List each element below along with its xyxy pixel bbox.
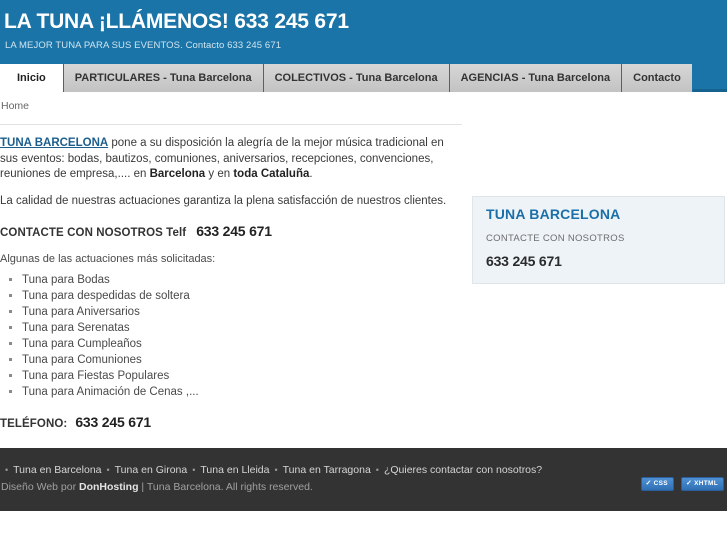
footer-copyright bbox=[1, 481, 313, 493]
intro-bold-barcelona: Barcelona bbox=[149, 168, 206, 180]
intro-text-part2: y en bbox=[205, 168, 234, 180]
bullet-icon: • bbox=[274, 465, 278, 475]
badge-label: CSS bbox=[653, 480, 668, 487]
bullet-icon: • bbox=[192, 465, 196, 475]
sidebar-contact-box bbox=[472, 196, 725, 284]
nav-item-label: COLECTIVOS - Tuna Barcelona bbox=[274, 72, 438, 84]
bullet-icon: • bbox=[375, 465, 379, 475]
page-content bbox=[0, 92, 727, 441]
services-list-intro: Algunas de las actuaciones más solicitadas: bbox=[0, 253, 216, 265]
nav-filler bbox=[693, 64, 727, 92]
main-navigation bbox=[0, 64, 727, 92]
nav-list bbox=[0, 64, 693, 92]
list-item: ▪ Tuna para Serenatas bbox=[22, 320, 462, 336]
footer-link-label[interactable]: Tuna en Lleida bbox=[200, 464, 270, 476]
nav-item-colectivos[interactable] bbox=[264, 64, 450, 92]
nav-item-inicio[interactable] bbox=[0, 64, 64, 92]
contact-heading-label: CONTACTE CON NOSOTROS Telf bbox=[0, 227, 187, 239]
intro-paragraph bbox=[0, 125, 462, 183]
footer-link-item-barcelona[interactable] bbox=[0, 464, 102, 476]
bullet-icon: • bbox=[106, 465, 110, 475]
services-list bbox=[0, 272, 462, 400]
footer-link-item-lleida[interactable] bbox=[187, 464, 269, 476]
check-icon: ✓ bbox=[645, 480, 652, 487]
breadcrumb-home-link[interactable]: Home bbox=[1, 100, 30, 112]
nav-item-label: Contacto bbox=[633, 72, 681, 84]
bullet-icon: • bbox=[5, 465, 9, 475]
footer-link-label[interactable]: Tuna en Tarragona bbox=[282, 464, 371, 476]
xhtml-validation-badge[interactable] bbox=[681, 477, 724, 491]
nav-item-label: AGENCIAS - Tuna Barcelona bbox=[460, 72, 611, 84]
intro-bold-cataluna: toda Cataluña bbox=[233, 168, 310, 180]
sidebar-phone: 633 245 671 bbox=[486, 253, 562, 269]
telephone-value: 633 245 671 bbox=[75, 414, 151, 430]
list-item: ▪ Tuna para Aniversarios bbox=[22, 304, 462, 320]
footer-copy-prefix: Diseño Web por bbox=[1, 481, 80, 493]
footer-link-item-contacto[interactable] bbox=[371, 464, 542, 476]
nav-item-label: PARTICULARES - Tuna Barcelona bbox=[74, 72, 252, 84]
quality-paragraph: La calidad de nuestras actuaciones garantiza la plena satisfacción de nuestros clientes. bbox=[0, 194, 447, 207]
css-validation-badge[interactable] bbox=[641, 477, 674, 491]
nav-item-contacto[interactable] bbox=[622, 64, 693, 92]
footer-link-label[interactable]: ¿Quieres contactar con nosotros? bbox=[383, 464, 543, 476]
footer-link-item-tarragona[interactable] bbox=[269, 464, 370, 476]
list-item: ▪ Tuna para Fiestas Populares bbox=[22, 368, 462, 384]
list-item: ▪ Tuna para despedidas de soltera bbox=[22, 288, 462, 304]
donhosting-link[interactable]: DonHosting bbox=[79, 481, 139, 493]
site-tagline: LA MEJOR TUNA PARA SUS EVENTOS. Contacto 633 245 671 bbox=[5, 40, 282, 51]
site-header bbox=[0, 0, 727, 64]
sidebar-title: TUNA BARCELONA bbox=[486, 206, 621, 222]
nav-item-agencias[interactable] bbox=[450, 64, 623, 92]
footer-links bbox=[0, 464, 542, 476]
tuna-barcelona-link[interactable]: TUNA BARCELONA bbox=[0, 137, 109, 149]
list-item: ▪ Tuna para Cumpleaños bbox=[22, 336, 462, 352]
list-item: ▪ Tuna para Comuniones bbox=[22, 352, 462, 368]
footer-link-label[interactable]: Tuna en Girona bbox=[114, 464, 188, 476]
footer-validation-badges bbox=[641, 477, 725, 491]
footer-copy-suffix: | Tuna Barcelona. All rights reserved. bbox=[138, 481, 313, 493]
breadcrumb bbox=[1, 100, 29, 112]
sidebar-subtitle: CONTACTE CON NOSOTROS bbox=[486, 233, 625, 244]
nav-item-label: Inicio bbox=[17, 72, 46, 84]
badge-label: XHTML bbox=[694, 480, 718, 487]
nav-item-particulares[interactable] bbox=[64, 64, 264, 92]
intro-text-part3: . bbox=[309, 168, 313, 180]
footer-link-item-girona[interactable] bbox=[102, 464, 188, 476]
site-footer bbox=[0, 448, 727, 511]
main-content-column bbox=[0, 124, 462, 430]
check-icon: ✓ bbox=[685, 480, 693, 487]
intro-text-part1: pone a su disposición la alegría de la mejor música tradicional en sus eventos: bodas, bautizos, comuniones, aniversarios, recepciones, convenciones, reuniones de empresa,.... en bbox=[0, 137, 444, 180]
list-item: ▪ Tuna para Animación de Cenas ,... bbox=[22, 384, 462, 400]
contact-heading bbox=[0, 209, 462, 239]
list-item: ▪ Tuna para Bodas bbox=[22, 272, 462, 288]
telephone-line bbox=[0, 400, 462, 430]
contact-heading-phone: 633 245 671 bbox=[196, 223, 272, 239]
site-title: LA TUNA ¡LLÁMENOS! 633 245 671 bbox=[4, 10, 349, 33]
footer-link-label[interactable]: Tuna en Barcelona bbox=[13, 464, 102, 476]
telephone-label: TELÉFONO: bbox=[0, 418, 68, 430]
